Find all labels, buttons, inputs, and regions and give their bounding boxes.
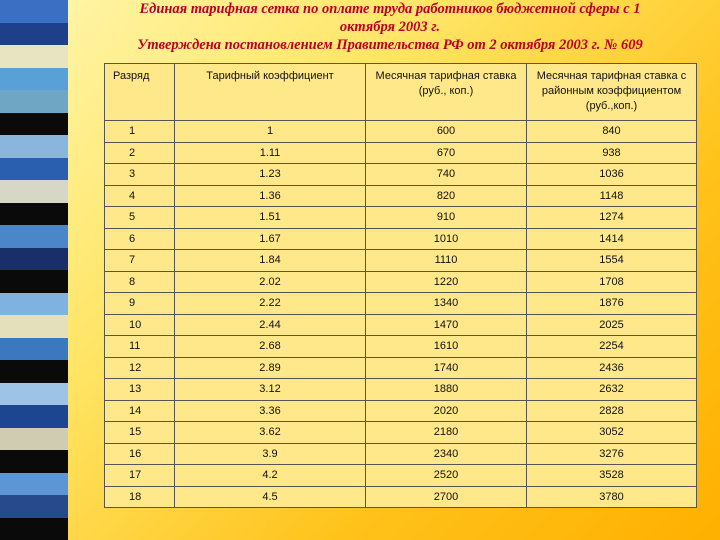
cell-coefficient: 3.12	[175, 379, 366, 401]
stripe	[0, 68, 68, 91]
stripe	[0, 360, 68, 383]
cell-monthly-rate-regional: 2025	[527, 314, 697, 336]
cell-grade: 5	[105, 207, 175, 229]
cell-monthly-rate: 1110	[366, 250, 527, 272]
cell-monthly-rate-regional: 2828	[527, 400, 697, 422]
cell-grade: 13	[105, 379, 175, 401]
cell-coefficient: 2.02	[175, 271, 366, 293]
cell-grade: 7	[105, 250, 175, 272]
cell-monthly-rate: 2180	[366, 422, 527, 444]
cell-monthly-rate: 1010	[366, 228, 527, 250]
cell-grade: 9	[105, 293, 175, 315]
cell-coefficient: 1.36	[175, 185, 366, 207]
table-row	[105, 207, 697, 229]
cell-coefficient: 3.62	[175, 422, 366, 444]
table-row	[105, 465, 697, 487]
stripe	[0, 203, 68, 226]
cell-grade: 2	[105, 142, 175, 164]
cell-coefficient: 2.68	[175, 336, 366, 358]
table-row	[105, 443, 697, 465]
stripe	[0, 270, 68, 293]
cell-monthly-rate-regional: 1876	[527, 293, 697, 315]
table-row	[105, 228, 697, 250]
title-line-3: Утверждена постановлением Правительства РФ от 2 октября 2003 г. № 609	[137, 37, 643, 53]
cell-monthly-rate-regional: 3780	[527, 486, 697, 508]
stripe	[0, 113, 68, 136]
cell-grade: 12	[105, 357, 175, 379]
table-header-row	[105, 64, 697, 121]
cell-coefficient: 1.84	[175, 250, 366, 272]
table-row	[105, 293, 697, 315]
title-line-1: Единая тарифная сетка по оплате труда работников бюджетной сферы с 1	[139, 1, 641, 17]
cell-grade: 16	[105, 443, 175, 465]
cell-monthly-rate-regional: 2436	[527, 357, 697, 379]
cell-monthly-rate: 820	[366, 185, 527, 207]
cell-grade: 17	[105, 465, 175, 487]
tariff-table	[104, 63, 697, 508]
table-row	[105, 250, 697, 272]
cell-monthly-rate: 1880	[366, 379, 527, 401]
cell-monthly-rate: 740	[366, 164, 527, 186]
cell-coefficient: 1.51	[175, 207, 366, 229]
stripe	[0, 518, 68, 540]
cell-monthly-rate-regional: 3052	[527, 422, 697, 444]
cell-grade: 15	[105, 422, 175, 444]
cell-monthly-rate-regional: 2632	[527, 379, 697, 401]
cell-monthly-rate-regional: 1708	[527, 271, 697, 293]
cell-grade: 18	[105, 486, 175, 508]
cell-grade: 14	[105, 400, 175, 422]
table-row	[105, 400, 697, 422]
cell-coefficient: 1.23	[175, 164, 366, 186]
stripe	[0, 338, 68, 361]
table-row	[105, 379, 697, 401]
cell-coefficient: 2.89	[175, 357, 366, 379]
stripe	[0, 450, 68, 473]
stripe	[0, 248, 68, 271]
stripe	[0, 23, 68, 46]
stripe	[0, 428, 68, 451]
table-body	[105, 121, 697, 508]
cell-coefficient: 4.5	[175, 486, 366, 508]
cell-coefficient: 2.22	[175, 293, 366, 315]
page-title	[100, 0, 680, 54]
cell-grade: 4	[105, 185, 175, 207]
cell-coefficient: 1.67	[175, 228, 366, 250]
table-row	[105, 314, 697, 336]
cell-coefficient: 1.11	[175, 142, 366, 164]
cell-monthly-rate-regional: 3528	[527, 465, 697, 487]
cell-monthly-rate-regional: 1414	[527, 228, 697, 250]
table-row	[105, 185, 697, 207]
cell-grade: 11	[105, 336, 175, 358]
cell-monthly-rate: 1740	[366, 357, 527, 379]
cell-monthly-rate: 1220	[366, 271, 527, 293]
cell-monthly-rate-regional: 938	[527, 142, 697, 164]
table-row	[105, 422, 697, 444]
cell-monthly-rate-regional: 1148	[527, 185, 697, 207]
cell-monthly-rate-regional: 840	[527, 121, 697, 143]
cell-monthly-rate-regional: 1274	[527, 207, 697, 229]
cell-monthly-rate-regional: 3276	[527, 443, 697, 465]
stripe	[0, 158, 68, 181]
cell-grade: 3	[105, 164, 175, 186]
cell-grade: 10	[105, 314, 175, 336]
cell-monthly-rate: 2020	[366, 400, 527, 422]
table-row	[105, 142, 697, 164]
cell-monthly-rate-regional: 1036	[527, 164, 697, 186]
table-row	[105, 357, 697, 379]
cell-coefficient: 4.2	[175, 465, 366, 487]
cell-coefficient: 2.44	[175, 314, 366, 336]
table-row	[105, 336, 697, 358]
stripe	[0, 180, 68, 203]
stripe	[0, 405, 68, 428]
title-line-2: октября 2003 г.	[339, 19, 441, 35]
stripe	[0, 315, 68, 338]
stripe	[0, 225, 68, 248]
cell-monthly-rate: 2520	[366, 465, 527, 487]
header-monthly-rate: Месячная тарифная ставка (руб., коп.)	[366, 64, 527, 121]
table-row	[105, 164, 697, 186]
cell-monthly-rate-regional: 2254	[527, 336, 697, 358]
cell-coefficient: 3.36	[175, 400, 366, 422]
header-grade: Разряд	[105, 64, 175, 121]
stripe	[0, 0, 68, 23]
cell-monthly-rate: 2700	[366, 486, 527, 508]
decorative-stripe-bar	[0, 0, 68, 540]
table-row	[105, 486, 697, 508]
cell-grade: 8	[105, 271, 175, 293]
stripe	[0, 495, 68, 518]
stripe	[0, 293, 68, 316]
cell-monthly-rate: 910	[366, 207, 527, 229]
cell-monthly-rate: 670	[366, 142, 527, 164]
cell-grade: 1	[105, 121, 175, 143]
cell-monthly-rate: 1610	[366, 336, 527, 358]
table-row	[105, 121, 697, 143]
cell-coefficient: 1	[175, 121, 366, 143]
cell-monthly-rate: 600	[366, 121, 527, 143]
stripe	[0, 383, 68, 406]
cell-grade: 6	[105, 228, 175, 250]
stripe	[0, 135, 68, 158]
header-coefficient: Тарифный коэффициент	[175, 64, 366, 121]
cell-monthly-rate: 1340	[366, 293, 527, 315]
cell-coefficient: 3.9	[175, 443, 366, 465]
cell-monthly-rate: 1470	[366, 314, 527, 336]
stripe	[0, 90, 68, 113]
stripe	[0, 45, 68, 68]
cell-monthly-rate: 2340	[366, 443, 527, 465]
header-monthly-rate-regional: Месячная тарифная ставка с районным коэффициентом (руб.,коп.)	[527, 64, 697, 121]
cell-monthly-rate-regional: 1554	[527, 250, 697, 272]
table-row	[105, 271, 697, 293]
stripe	[0, 473, 68, 496]
